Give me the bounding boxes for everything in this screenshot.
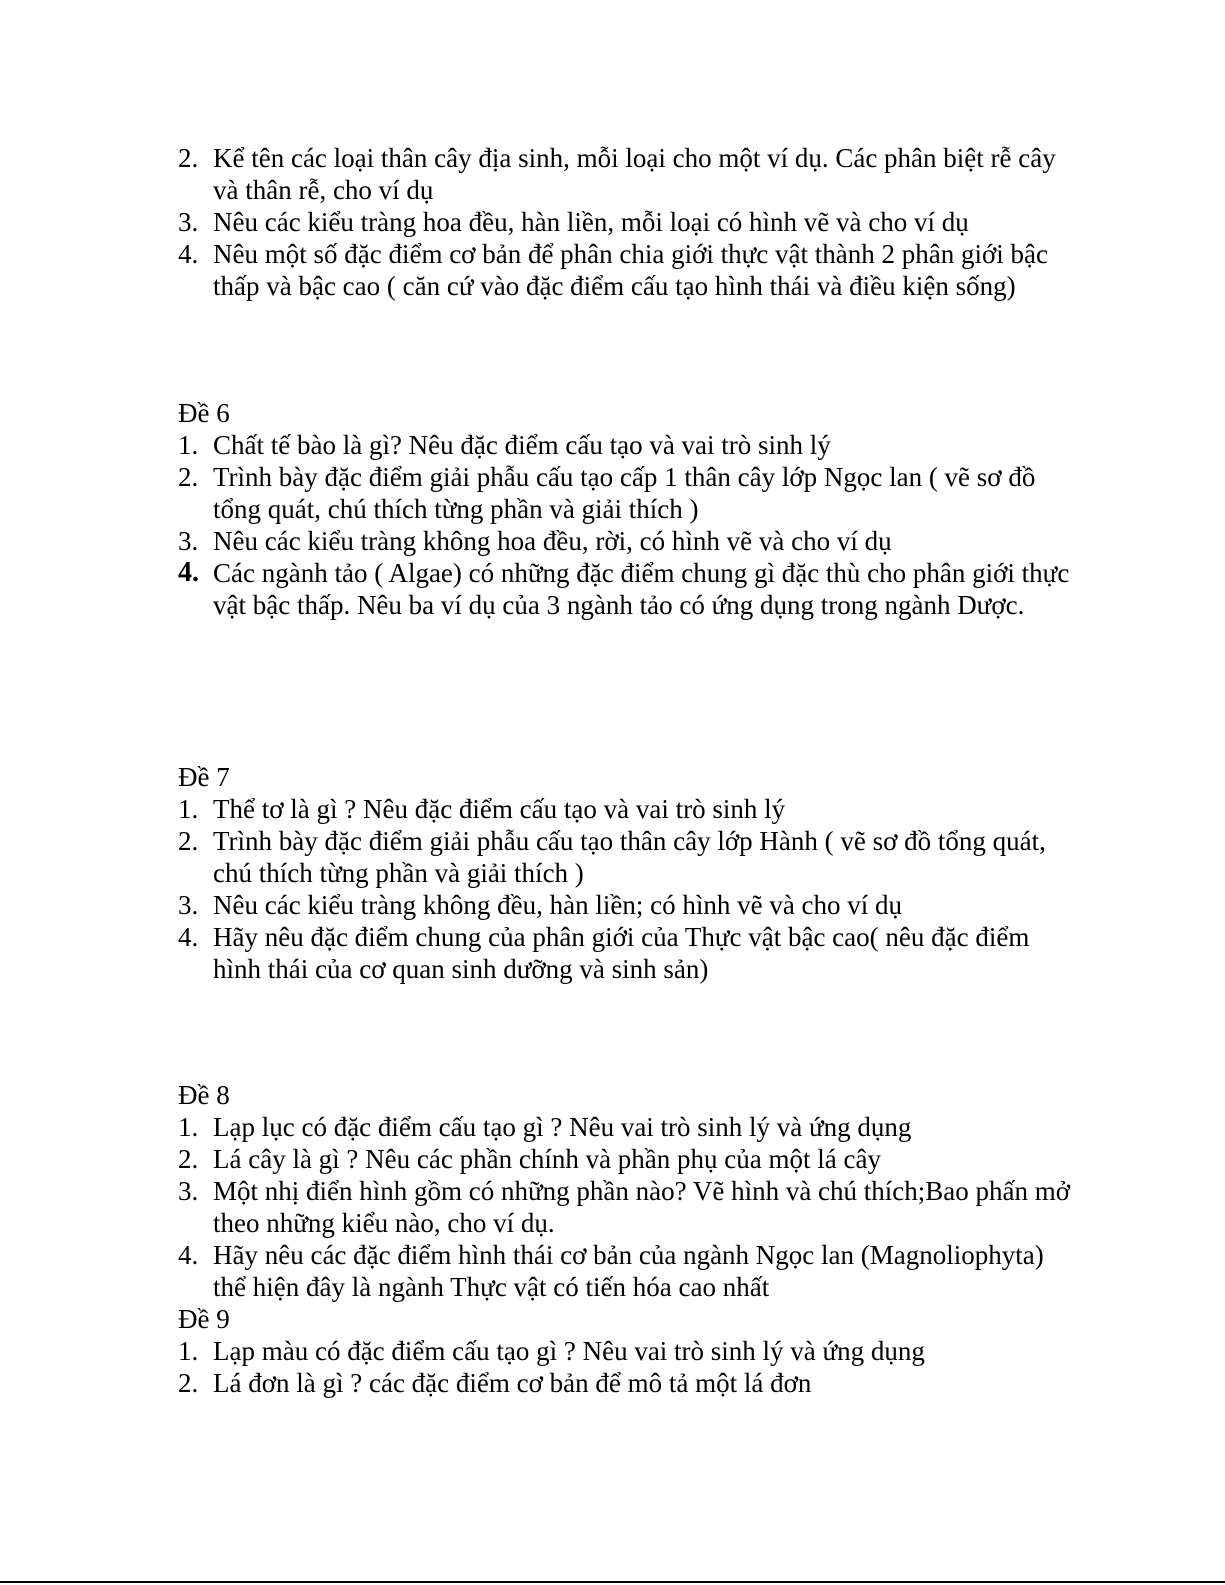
list-item [178,1367,1078,1399]
section-heading: Đề 6 [178,398,230,428]
list-item [178,206,1078,238]
list-item [178,429,1078,461]
item-text: Nêu một số đặc điểm cơ bản để phân chia giới thực vật thành 2 phân giới bậc thấp và bậc cao ( căn cứ vào đặc điểm cấu tạo hình thái và điều kiện sống) [213,239,1048,301]
item-text: Các ngành tảo ( Algae) có những đặc điểm chung gì đặc thù cho phân giới thực vật bậc thấp. Nêu ba ví dụ của 3 ngành tảo có ứng dụng trong ngành Dược. [213,558,1070,620]
question-list-continued [178,142,1078,302]
list-item [178,238,1078,302]
list-item [178,142,1078,206]
list-item [178,1143,1078,1175]
item-text: Lá đơn là gì ? các đặc điểm cơ bản để mô tả một lá đơn [213,1368,812,1398]
item-number: 2. [178,143,199,173]
page-bottom-border [0,1581,1225,1583]
list-item [178,921,1078,985]
item-number: 4. [178,922,199,952]
item-number: 2. [178,1368,199,1398]
exam-section-de-8 [178,1079,1078,1303]
item-text: Nêu các kiểu tràng không đều, hàn liền; có hình vẽ và cho ví dụ [213,890,903,920]
item-text: Hãy nêu các đặc điểm hình thái cơ bản của ngành Ngọc lan (Magnoliophyta) thể hiện đây là ngành Thực vật có tiến hóa cao nhất [213,1240,1044,1302]
item-number: 3. [178,207,199,237]
item-text: Kể tên các loại thân cây địa sinh, mỗi loại cho một ví dụ. Các phân biệt rễ cây và thân rễ, cho ví dụ [213,143,1056,205]
list-item [178,793,1078,825]
item-text: Lạp màu có đặc điểm cấu tạo gì ? Nêu vai trò sinh lý và ứng dụng [213,1336,925,1366]
item-text: Lá cây là gì ? Nêu các phần chính và phần phụ của một lá cây [213,1144,881,1174]
list-item [178,461,1078,525]
list-item [178,889,1078,921]
item-number: 3. [178,1176,199,1206]
exam-section-de-9 [178,1303,1078,1399]
item-number: 1. [178,430,199,460]
list-item [178,1335,1078,1367]
item-text: Một nhị điển hình gồm có những phần nào? Vẽ hình và chú thích;Bao phấn mở theo những kiểu nào, cho ví dụ. [213,1176,1071,1238]
item-text: Hãy nêu đặc điểm chung của phân giới của Thực vật bậc cao( nêu đặc điểm hình thái của cơ quan sinh dưỡng và sinh sản) [213,922,1030,984]
section-heading: Đề 9 [178,1304,230,1334]
item-number: 2. [178,826,199,856]
item-number: 1. [178,1336,199,1366]
item-number: 2. [178,462,199,492]
item-text: Trình bày đặc điểm giải phẫu cấu tạo thân cây lớp Hành ( vẽ sơ đồ tổng quát, chú thích từng phần và giải thích ) [213,826,1046,888]
item-number: 1. [178,794,199,824]
item-number: 4. [178,557,199,588]
item-text: Chất tế bào là gì? Nêu đặc điểm cấu tạo và vai trò sinh lý [213,430,831,460]
item-number: 3. [178,890,199,920]
exam-section-de-6 [178,397,1078,621]
item-number: 4. [178,1240,199,1270]
list-item [178,1111,1078,1143]
item-number: 4. [178,239,199,269]
section-heading: Đề 7 [178,762,230,792]
item-number: 3. [178,526,199,556]
item-number: 2. [178,1144,199,1174]
section-heading: Đề 8 [178,1080,230,1110]
list-item [178,557,1078,621]
list-item [178,1175,1078,1239]
list-item [178,825,1078,889]
item-number: 1. [178,1112,199,1142]
item-text: Thể tơ là gì ? Nêu đặc điểm cấu tạo và vai trò sinh lý [213,794,786,824]
item-text: Trình bày đặc điểm giải phẫu cấu tạo cấp 1 thân cây lớp Ngọc lan ( vẽ sơ đồ tổng quát, chú thích từng phần và giải thích ) [213,462,1036,524]
list-item [178,525,1078,557]
exam-section-de-7 [178,761,1078,985]
list-item [178,1239,1078,1303]
item-text: Nêu các kiểu tràng hoa đều, hàn liền, mỗi loại có hình vẽ và cho ví dụ [213,207,969,237]
item-text: Lạp lục có đặc điểm cấu tạo gì ? Nêu vai trò sinh lý và ứng dụng [213,1112,912,1142]
item-text: Nêu các kiểu tràng không hoa đều, rời, có hình vẽ và cho ví dụ [213,526,892,556]
